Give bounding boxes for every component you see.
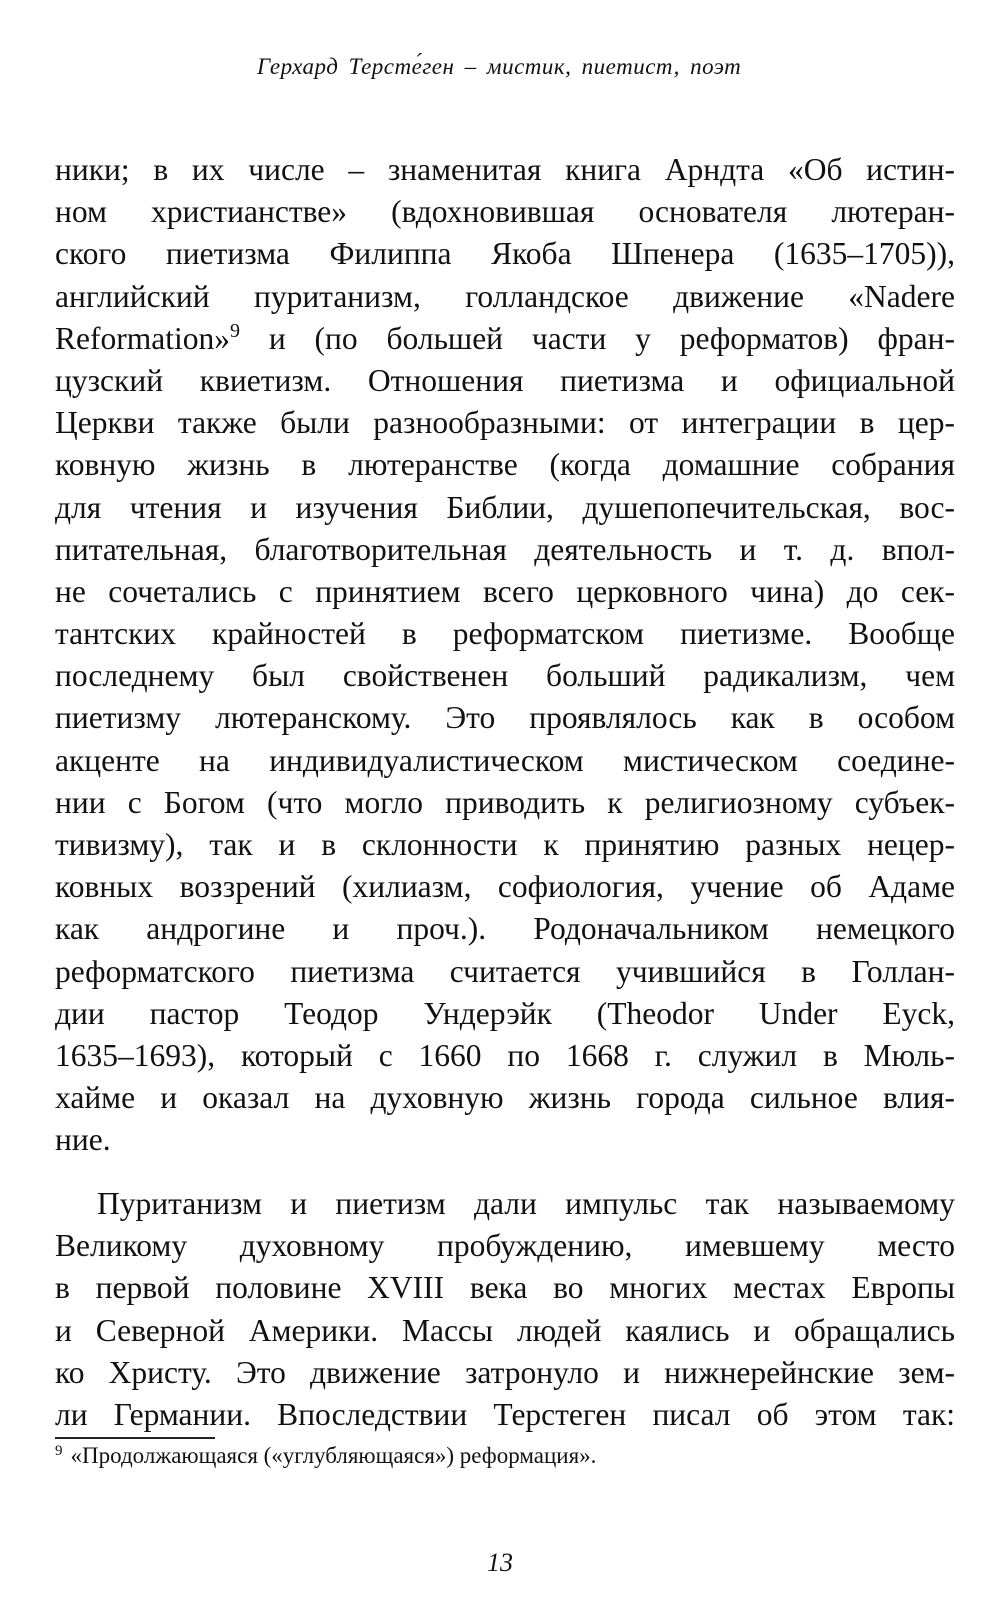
text-line: акценте на индивидуалистическом мистическом соедине- (55, 742, 955, 778)
text-line: реформатского пиетизма считается учившийся в Голлан- (55, 953, 955, 989)
text-line: ники; в их числе – знаменитая книга Арндта «Об истин- (55, 152, 955, 187)
text-line: хайме и оказал на духовную жизнь города сильное влия- (55, 1080, 955, 1116)
text-line: дии пастор Теодор Ундерэйк (Theodor Under Eyck, (55, 995, 955, 1031)
paragraph-2 (55, 1183, 955, 1436)
text-line: питательная, благотворительная деятельность и т. д. впол- (55, 531, 955, 567)
text-line: тивизму), так и в склонности к принятию разных нецер- (55, 827, 955, 862)
running-header: Герхард Терсте́ген – мистик, пиетист, поэт (257, 54, 742, 79)
page-number: 13 (487, 1548, 513, 1577)
footnote-reference[interactable]: 9 (229, 319, 240, 342)
footnote-number: 9 (55, 1443, 63, 1459)
text-line: ние. (55, 1122, 111, 1158)
text-line: как андрогине и проч.). Родоначальником немецкого (55, 911, 955, 947)
footnote-text: «Продолжающаяся («углубляющаяся») реформация». (70, 1443, 597, 1468)
text-line: цузский квиетизм. Отношения пиетизма и официальной (55, 362, 955, 398)
text-line: в первой половине XVIII века во многих местах Европы (55, 1270, 955, 1306)
footnote (55, 1443, 596, 1469)
text-line: и Северной Америки. Массы людей каялись и обращались (55, 1312, 955, 1348)
text-line: пиетизму лютеранскому. Это проявлялось как в особом (55, 700, 955, 736)
text-line: для чтения и изучения Библии, душепопечительская, вос- (55, 489, 955, 525)
text-line: ковных воззрений (хилиазм, софиология, учение об Адаме (55, 869, 955, 905)
text-line: английский пуританизм, голландское движение «Nadere (55, 278, 955, 314)
text-line-with-footnote (55, 318, 955, 360)
text-line: Великому духовному пробуждению, имевшему место (55, 1228, 955, 1264)
text-line: ли Германии. Впоследствии Терстеген писал об этом так: (55, 1396, 955, 1432)
footnote-divider (55, 1437, 215, 1439)
text-line: не сочетались с принятием всего церковного чина) до сек- (55, 573, 955, 609)
text-line: ковную жизнь в лютеранстве (когда домашние собрания (55, 447, 955, 483)
text-line: Церкви также были разнообразными: от интеграции в цер- (55, 405, 955, 441)
text-line: последнему был свойственен больший радикализм, чем (55, 658, 955, 694)
text-line: Пуританизм и пиетизм дали импульс так называемому (97, 1186, 955, 1221)
text-line: ко Христу. Это движение затронуло и нижнерейнские зем- (55, 1354, 955, 1390)
paragraph-1 (55, 149, 955, 1162)
text-line: 1635–1693), который с 1660 по 1668 г. служил в Мюль- (55, 1037, 955, 1073)
text-line: нии с Богом (что могло приводить к религиозному субъек- (55, 784, 955, 820)
text-fragment: Reformation» (55, 320, 230, 356)
text-line: тантских крайностей в реформатском пиетизме. Вообще (55, 616, 955, 652)
text-line: ского пиетизма Филиппа Якоба Шпенера (1635–1705)), (55, 236, 955, 272)
text-line: ном христианстве» (вдохновившая основателя лютеран- (55, 194, 955, 230)
text-fragment: и (по большей части у реформатов) фран- (268, 320, 956, 356)
